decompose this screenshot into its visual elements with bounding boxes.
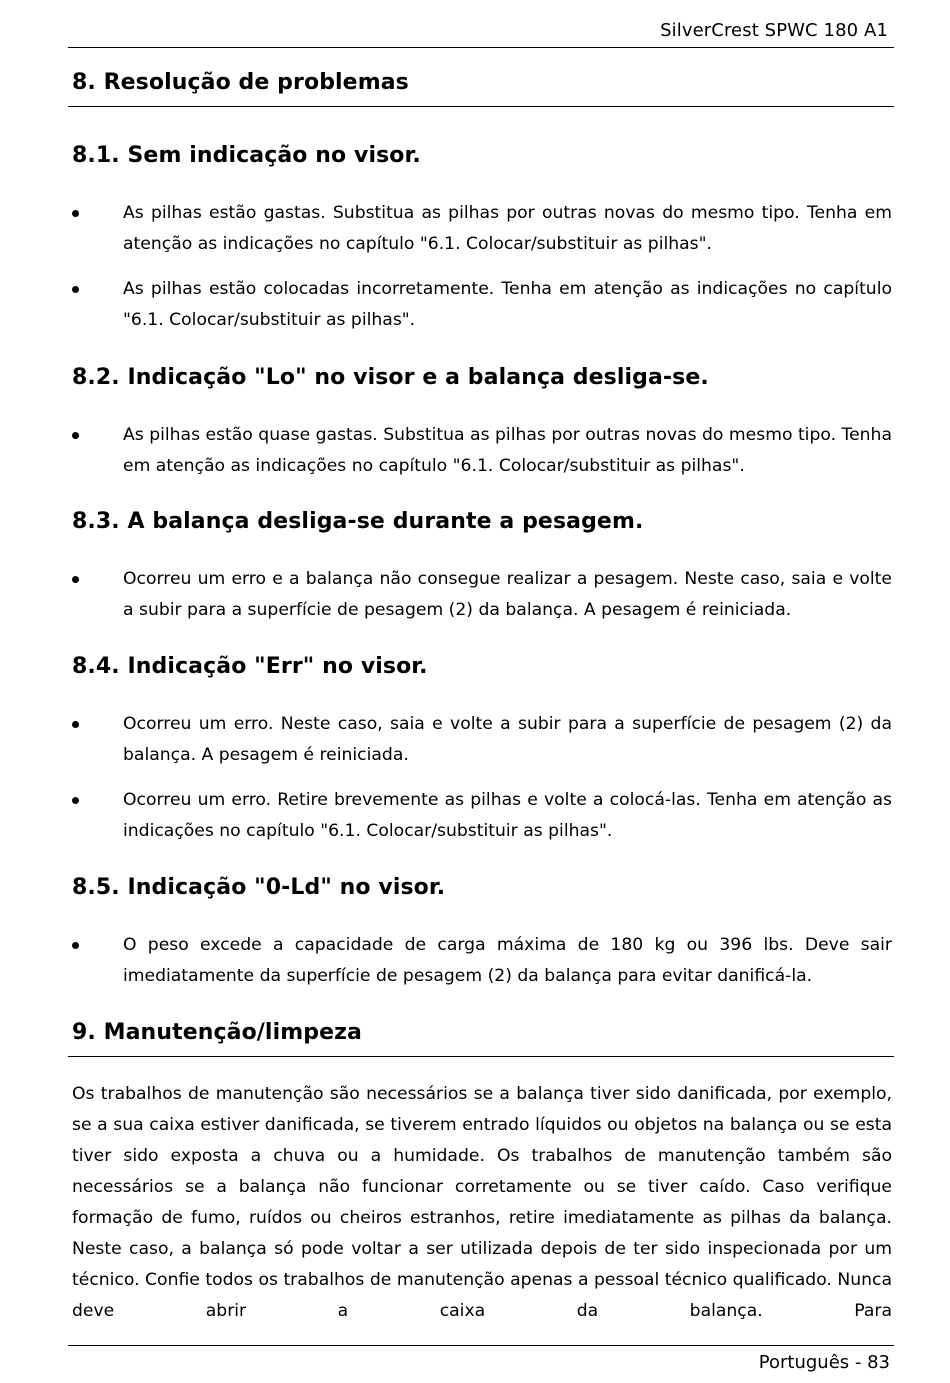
list-item-text: Ocorreu um erro. Neste caso, saia e volte a subir para a superfície de pesagem (2) da balança. A pesagem é reiniciada. xyxy=(123,714,892,765)
section-8-2-title: 8.2. Indicação "Lo" no visor e a balança desliga-se. xyxy=(72,365,709,390)
list-item-text: As pilhas estão colocadas incorretamente. Tenha em atenção as indicações no capítulo "6.1. Colocar/substituir as pilhas". xyxy=(123,279,892,330)
section-8-rule xyxy=(68,106,894,107)
footer-rule xyxy=(68,1345,894,1346)
list-item-text: Ocorreu um erro. Retire brevemente as pilhas e volte a colocá-las. Tenha em atenção as indicações no capítulo "6.1. Colocar/substituir as pilhas". xyxy=(123,790,892,841)
list-item xyxy=(72,785,892,847)
section-9-rule xyxy=(68,1056,894,1057)
list-item xyxy=(72,198,892,260)
list-item xyxy=(72,709,892,771)
section-8-4-title: 8.4. Indicação "Err" no visor. xyxy=(72,654,428,679)
list-item xyxy=(72,564,892,626)
list-item xyxy=(72,274,892,336)
list-item-text: As pilhas estão gastas. Substitua as pilhas por outras novas do mesmo tipo. Tenha em atenção as indicações no capítulo "6.1. Colocar/substituir as pilhas". xyxy=(123,203,892,254)
section-8-title: 8. Resolução de problemas xyxy=(72,70,409,95)
list-item-text: As pilhas estão quase gastas. Substitua as pilhas por outras novas do mesmo tipo. Tenha em atenção as indicações no capítulo "6.1. Colocar/substituir as pilhas". xyxy=(123,425,892,476)
page-number: Português - 83 xyxy=(758,1352,890,1373)
bullet-icon xyxy=(72,942,79,949)
section-8-5-title: 8.5. Indicação "0-Ld" no visor. xyxy=(72,875,446,900)
section-8-1-title: 8.1. Sem indicação no visor. xyxy=(72,143,421,168)
section-8-3-title: 8.3. A balança desliga-se durante a pesagem. xyxy=(72,509,644,534)
bullet-icon xyxy=(72,432,79,439)
list-item-text: Ocorreu um erro e a balança não consegue realizar a pesagem. Neste caso, saia e volte a subir para a superfície de pesagem (2) da balança. A pesagem é reiniciada. xyxy=(123,569,892,620)
bullet-icon xyxy=(72,576,79,583)
bullet-icon xyxy=(72,286,79,293)
maintenance-paragraph: Os trabalhos de manutenção são necessários se a balança tiver sido danificada, por exemplo, se a sua caixa estiver danificada, se tiverem entrado líquidos ou objetos na balança ou se esta tiver sido exposta a chuva ou a humidade. Os trabalhos de manutenção também são necessários se a balança não funcionar corretamente ou se tiver caído. Caso verifique formação de fumo, ruídos ou cheiros estranhos, retire imediatamente as pilhas da balança. Neste caso, a balança só pode voltar a ser utilizada depois de ter sido inspecionada por um técnico. Confie todos os trabalhos de manutenção apenas a pessoal técnico qualificado. Nunca deve abrir a caixa da balança. Para xyxy=(72,1084,892,1321)
section-9-title: 9. Manutenção/limpeza xyxy=(72,1020,362,1045)
list-item xyxy=(72,420,892,482)
bullet-icon xyxy=(72,721,79,728)
header-rule xyxy=(68,47,894,48)
list-item xyxy=(72,930,892,992)
bullet-icon xyxy=(72,797,79,804)
running-header: SilverCrest SPWC 180 A1 xyxy=(660,20,888,41)
bullet-icon xyxy=(72,210,79,217)
list-item-text: O peso excede a capacidade de carga máxima de 180 kg ou 396 lbs. Deve sair imediatamente da superfície de pesagem (2) da balança para evitar danificá-la. xyxy=(123,935,892,986)
